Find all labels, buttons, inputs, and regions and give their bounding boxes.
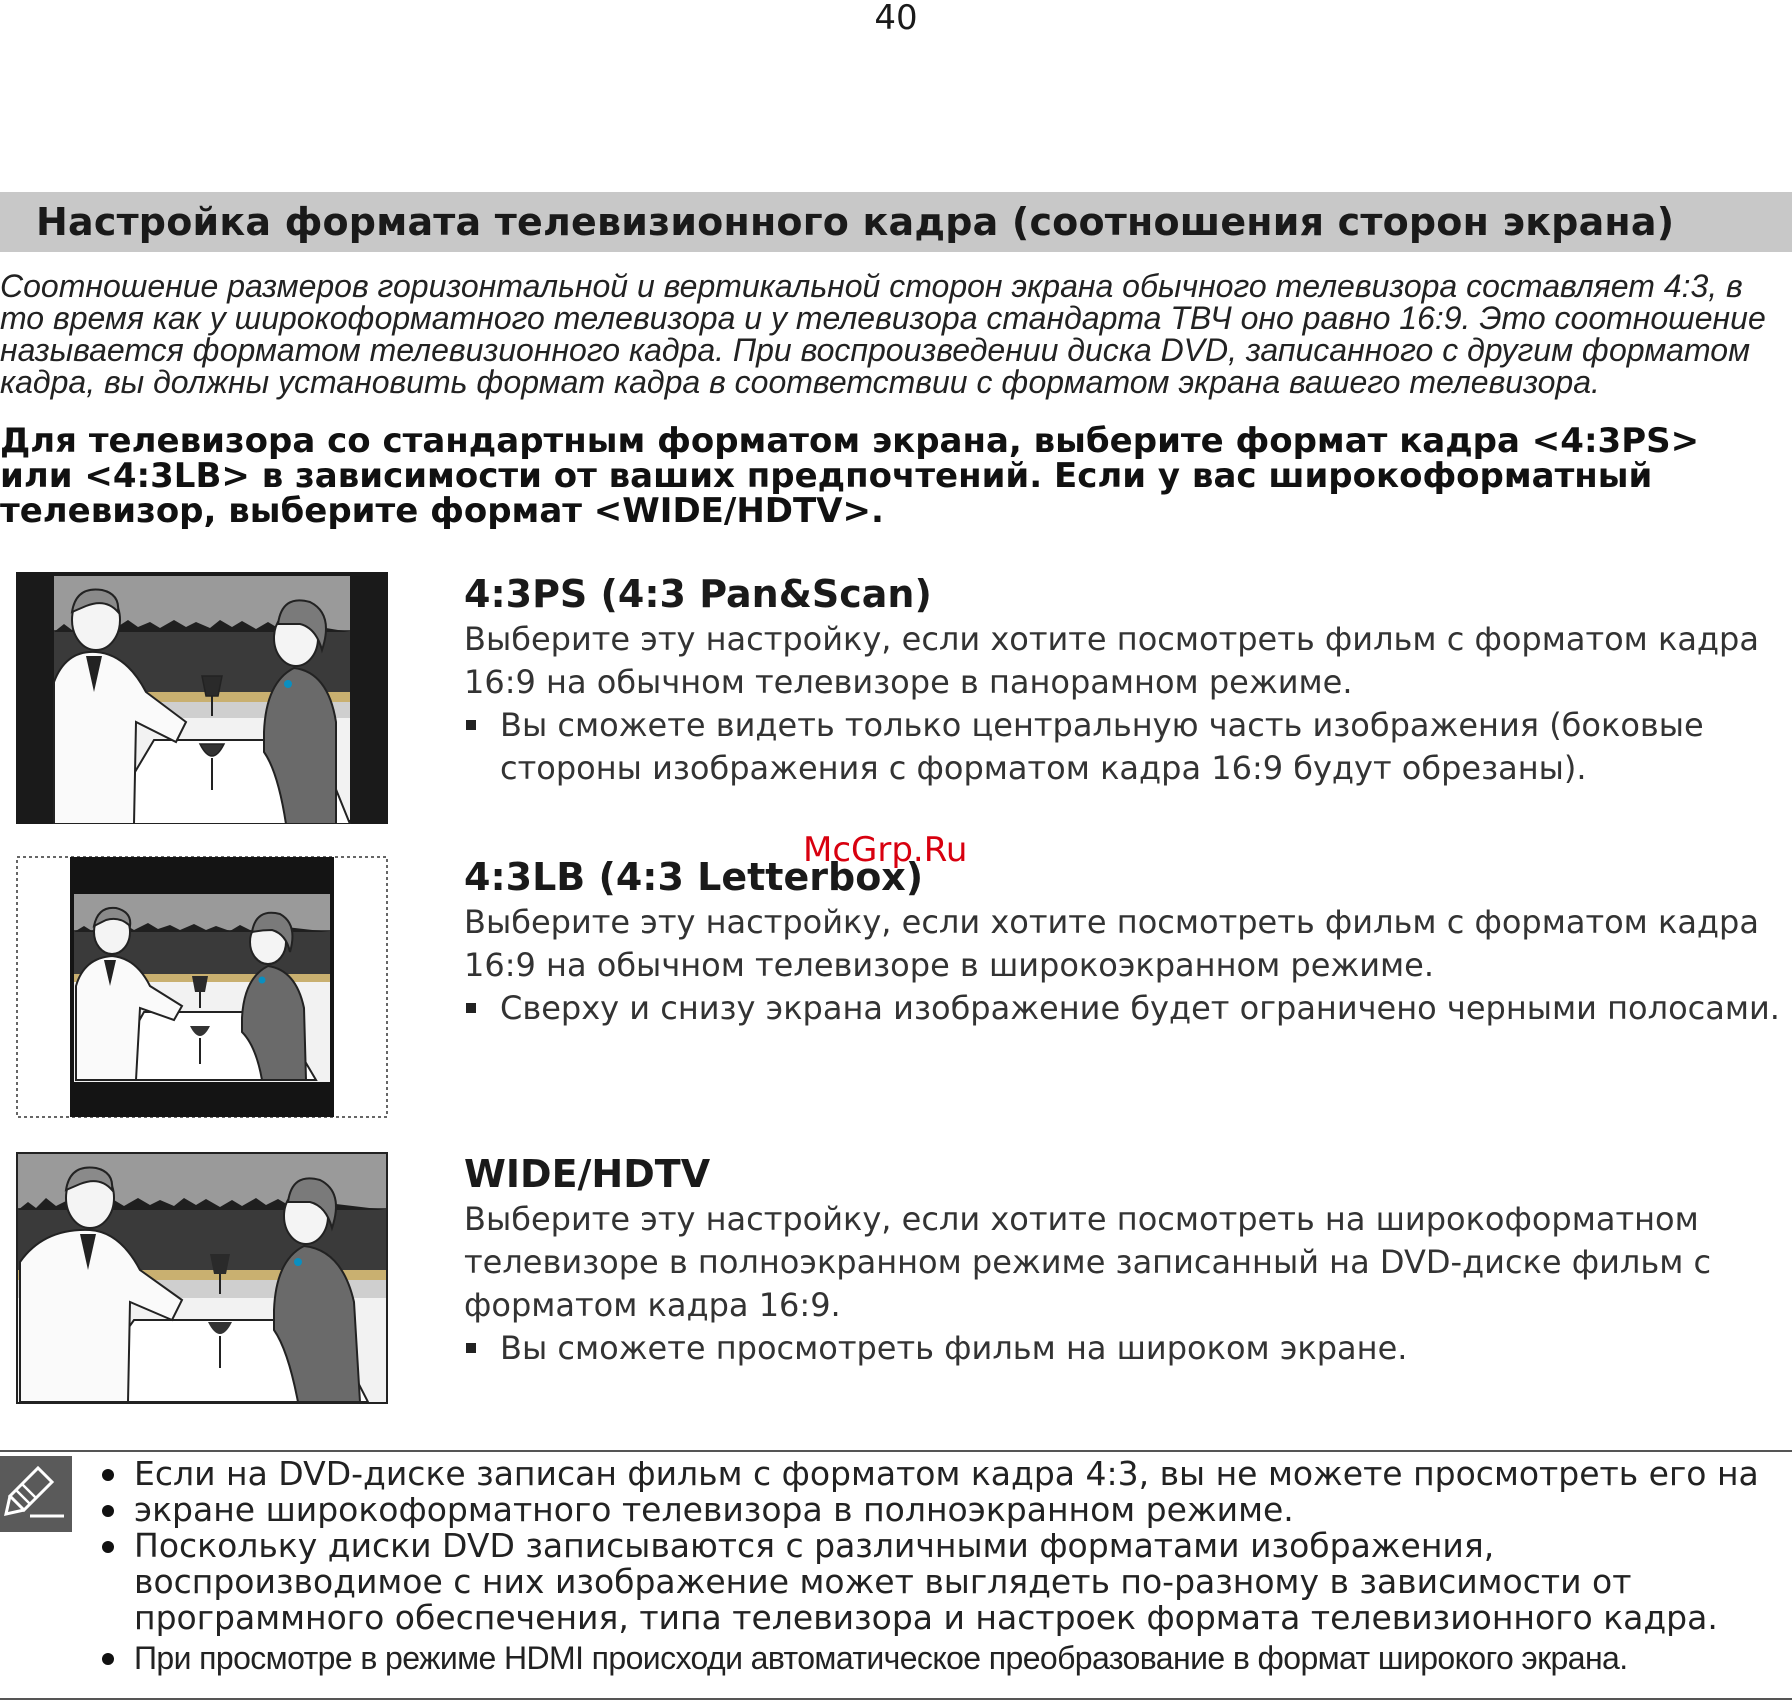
note-item	[98, 1492, 1792, 1528]
pencil-note-icon	[0, 1456, 72, 1532]
section-title-bar	[0, 192, 1792, 252]
note-text: экране широкоформатного телевизора в полноэкранном режиме.	[134, 1490, 1294, 1529]
notes-list	[98, 1456, 1792, 1676]
bullet-text: Сверху и снизу экрана изображение будет ограничено черными полосами.	[500, 989, 1780, 1027]
square-bullet-icon	[466, 1003, 476, 1013]
note-text: Поскольку диски DVD записываются с различными форматами изображения, воспроизводимое с них изображение может выглядеть по-разному в зависимости от программного обеспечения, типа телевизора и настроек формата телевизионного кадра.	[134, 1526, 1718, 1637]
section-bullet	[464, 704, 1784, 790]
instruction-paragraph: Для телевизора со стандартным форматом экрана, выберите формат кадра <4:3PS> или <4:3LB> в зависимости от ваших предпочтений. Если у вас широкоформатный телевизор, выберите формат <WIDE/HDTV>.	[0, 421, 1700, 531]
bullet-text: Вы сможете видеть только центральную часть изображения (боковые стороны изображения с форматом кадра 16:9 будут обрезаны).	[500, 706, 1704, 787]
pan-scan-image	[16, 572, 388, 824]
intro-paragraph: Соотношение размеров горизонтальной и вертикальной сторон экрана обычного телевизора составляет 4:3, в то время как у широкоформатного телевизора и у телевизора стандарта ТВЧ оно равно 16:9. Это соотношение называется форматом телевизионного кадра. При воспроизведении диска DVD, записанного с другим форматом кадра, вы должны установить формат кадра в соответствии с форматом экрана вашего телевизора.	[0, 268, 1766, 400]
page-number: 40	[874, 0, 918, 38]
letterbox-illustration	[16, 856, 388, 1118]
section-description: Выберите эту настройку, если хотите посмотреть фильм с форматом кадра 16:9 на обычном телевизоре в панорамном режиме.	[464, 620, 1759, 701]
widescreen-image	[16, 1152, 388, 1404]
bullet-dot-icon	[102, 1469, 114, 1481]
watermark: McGrp.Ru	[803, 830, 968, 870]
section-description: Выберите эту настройку, если хотите посмотреть на широкоформатном телевизоре в полноэкранном режиме записанный на DVD-диске фильм с форматом кадра 16:9.	[464, 1200, 1712, 1324]
section-pan-scan	[464, 570, 1784, 790]
bullet-dot-icon	[102, 1505, 114, 1517]
section-title: 4:3PS (4:3 Pan&Scan)	[464, 572, 932, 616]
note-item	[98, 1528, 1792, 1636]
bullet-text: Вы сможете просмотреть фильм на широком экране.	[500, 1329, 1408, 1367]
letterbox-image	[16, 856, 388, 1118]
widescreen-illustration	[16, 1152, 388, 1404]
section-bullet	[464, 987, 1784, 1030]
bullet-dot-icon	[102, 1541, 114, 1553]
section-wide-hdtv	[464, 1150, 1784, 1370]
section-letterbox	[464, 853, 1784, 1030]
page-title: Настройка формата телевизионного кадра (соотношения сторон экрана)	[36, 200, 1675, 244]
section-bullet	[464, 1327, 1784, 1370]
note-item	[98, 1640, 1792, 1676]
section-description: Выберите эту настройку, если хотите посмотреть фильм с форматом кадра 16:9 на обычном телевизоре в широкоэкранном режиме.	[464, 903, 1759, 984]
note-bottom-rule	[0, 1698, 1792, 1700]
square-bullet-icon	[466, 1343, 476, 1353]
note-text: При просмотре в режиме HDMI происходи автоматическое преобразование в формат широкого экрана.	[134, 1640, 1628, 1676]
section-title: WIDE/HDTV	[464, 1152, 711, 1196]
square-bullet-icon	[466, 720, 476, 730]
note-item	[98, 1456, 1792, 1492]
section-title: 4:3LB (4:3 Letterbox)	[464, 855, 924, 899]
note-text: Если на DVD-диске записан фильм с форматом кадра 4:3, вы не можете просмотреть его на	[134, 1454, 1759, 1493]
pan-scan-illustration	[16, 572, 388, 824]
bullet-dot-icon	[102, 1653, 114, 1665]
